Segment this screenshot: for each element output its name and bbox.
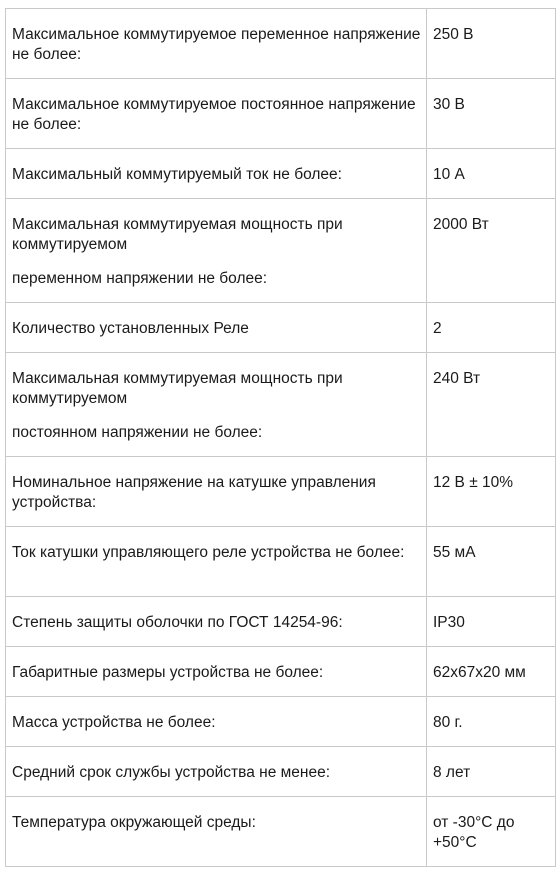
- value-cell: 62x67x20 мм: [427, 647, 556, 697]
- parameter-cell: [6, 797, 427, 867]
- value-cell: IP30: [427, 597, 556, 647]
- table-row: [6, 697, 556, 747]
- value-cell: 30 В: [427, 79, 556, 149]
- table-row: [6, 747, 556, 797]
- parameter-cell: [6, 597, 427, 647]
- parameter-cell: [6, 149, 427, 199]
- parameter-cell: [6, 303, 427, 353]
- table-row: [6, 149, 556, 199]
- value-cell: 250 В: [427, 9, 556, 79]
- value-cell: 10 А: [427, 149, 556, 199]
- parameter-text: Максимальный коммутируемый ток не более:: [12, 166, 342, 183]
- table-row: [6, 9, 556, 79]
- value-cell: 2: [427, 303, 556, 353]
- value-cell: 240 Вт: [427, 353, 556, 457]
- parameter-text: Максимальное коммутируемое переменное напряжение не более:: [12, 26, 421, 63]
- specifications-table: [5, 8, 556, 867]
- parameter-text: Средний срок службы устройства не менее:: [12, 764, 331, 781]
- table-row: [6, 797, 556, 867]
- parameter-text: Температура окружающей среды:: [12, 814, 256, 831]
- parameter-text: Номинальное напряжение на катушке управления устройства:: [12, 474, 376, 511]
- table-row: [6, 457, 556, 527]
- parameter-text: Масса устройства не более:: [12, 714, 216, 731]
- table-row: [6, 79, 556, 149]
- value-cell: 80 г.: [427, 697, 556, 747]
- table-row: [6, 303, 556, 353]
- parameter-cell: [6, 199, 427, 303]
- parameter-cell: [6, 527, 427, 597]
- parameter-text: Максимальное коммутируемое постоянное напряжение не более:: [12, 96, 416, 133]
- table-row: [6, 527, 556, 597]
- parameter-text: Максимальная коммутируемая мощность при коммутируемом: [12, 216, 343, 253]
- value-cell: 2000 Вт: [427, 199, 556, 303]
- table-row: [6, 353, 556, 457]
- parameter-cell: [6, 747, 427, 797]
- parameter-cell: [6, 79, 427, 149]
- parameter-text: Количество установленных Реле: [12, 320, 249, 337]
- value-cell: от -30°C до +50°C: [427, 797, 556, 867]
- parameter-cell: [6, 9, 427, 79]
- specifications-table-body: [6, 9, 556, 867]
- table-row: [6, 597, 556, 647]
- parameter-text: переменном напряжении не более:: [12, 270, 268, 287]
- parameter-text: Степень защиты оболочки по ГОСТ 14254-96:: [12, 614, 343, 631]
- value-cell: 12 В ± 10%: [427, 457, 556, 527]
- value-cell: 55 мА: [427, 527, 556, 597]
- parameter-cell: [6, 697, 427, 747]
- value-cell: 8 лет: [427, 747, 556, 797]
- parameter-cell: [6, 457, 427, 527]
- table-row: [6, 647, 556, 697]
- parameter-text: постоянном напряжении не более:: [12, 424, 263, 441]
- parameter-text: Габаритные размеры устройства не более:: [12, 664, 324, 681]
- parameter-text: Ток катушки управляющего реле устройства не более:: [12, 544, 405, 561]
- table-row: [6, 199, 556, 303]
- parameter-text: Максимальная коммутируемая мощность при коммутируемом: [12, 370, 343, 407]
- parameter-cell: [6, 647, 427, 697]
- parameter-cell: [6, 353, 427, 457]
